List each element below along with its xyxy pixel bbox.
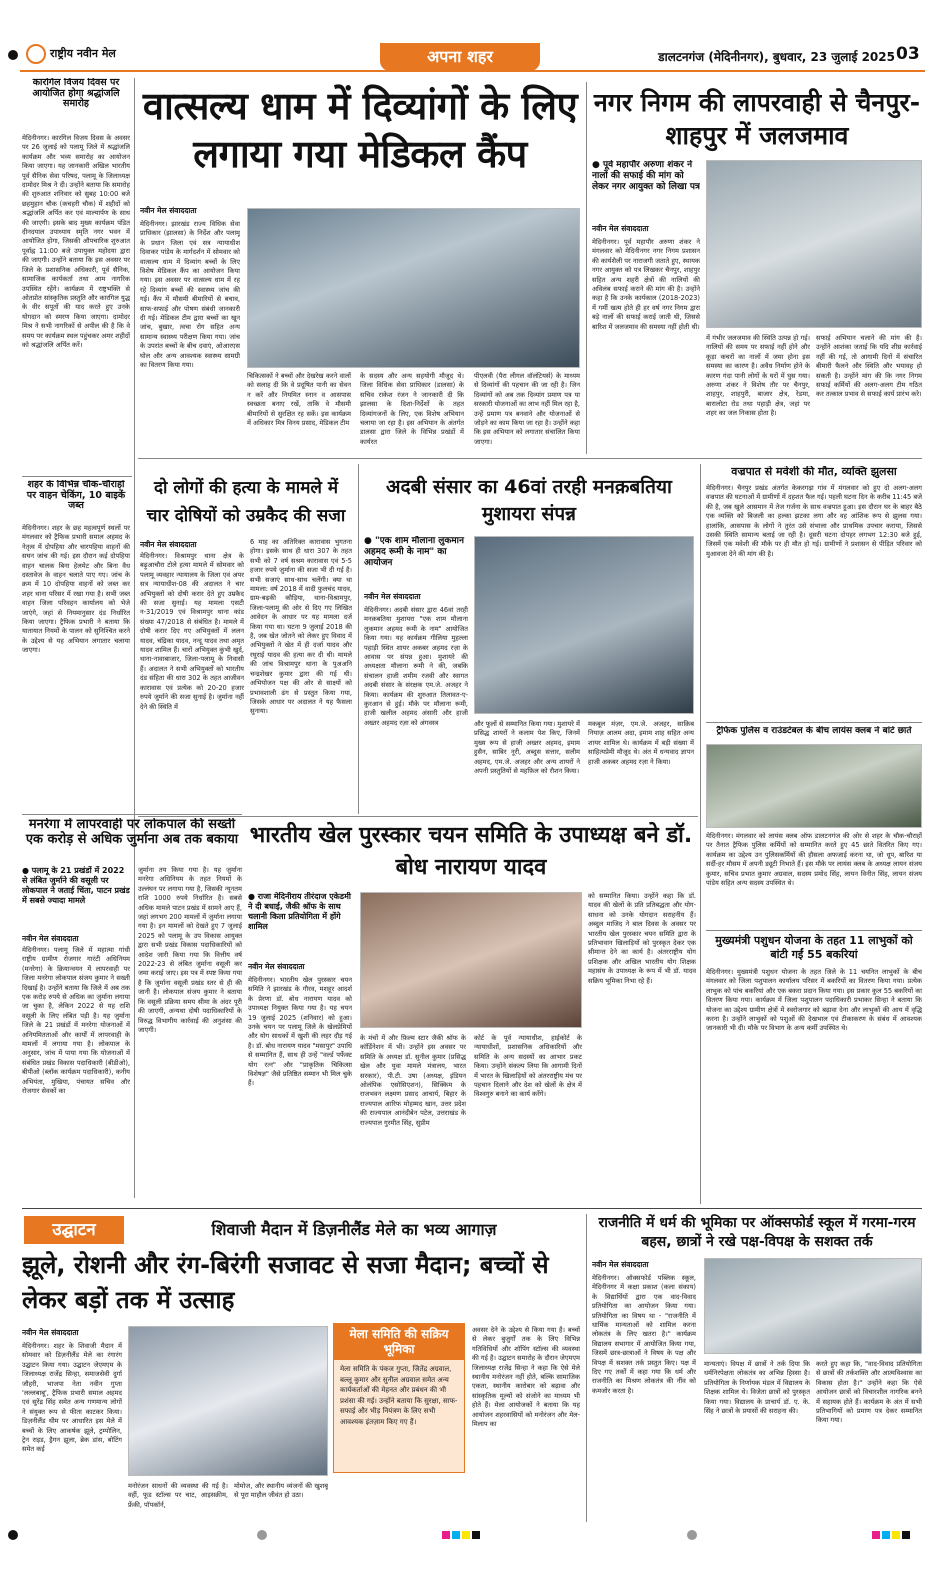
- mela-kicker: शिवाजी मैदान में डिज़नीलैंड मेले का भव्य आगाज़: [211, 1220, 497, 1239]
- oxford-debate-photo: [704, 1258, 922, 1354]
- vatsalya-headline: वात्सल्य धाम में दिव्यांगों के लिए लगाया गया मेडिकल कैंप: [142, 84, 578, 176]
- khel-body-col2: के मंचों में और फ़िल्म स्टार जैकी श्रॉफ के कॉर्डिनेशन में भी। उन्होंने इस अवसर पर समिति के अध्यक्ष डॉ. सुनील कुमार (प्रसिद्ध खेल और युवा मामले मंत्रालय, भारत सरकार), पी.टी. उषा (अध्यक्ष, इंडियन ओलंपिक एसोसिएशन), सिक्किम के राजभवन लक्ष्मण प्रसाद आचार्य, बिहार के राज्यपाल आरिफ मोहम्मद खान, उत्तर प्रदेश की राज्यपाल आनंदीबेन पटेल, उत्तराखंड के राज्यपाल गुरमीत सिंह, सुप्रीम: [360, 1034, 466, 1127]
- inauguration-tag: उद्घाटन: [24, 1216, 124, 1244]
- mnrega-body-col1: मेदिनीनगर। पलामू जिले में महात्मा गांधी राष्ट्रीय ग्रामीण रोजगार गारंटी अधिनियम (मनरेगा) के क्रियान्वयन में लापरवाही पर जिला मनरेगा लोकपाल संजय कुमार ने सख्ती दिखाई है। उन्होंने बताया कि जिले में अब तक एक करोड़ रुपये से अधिक का जुर्माना लगाया जा चुका है, लेकिन 2022 से यह राशि वसूली के लिए लंबित पड़ी है। यह जुर्माना जिले के 21 प्रखंडों में मनरेगा योजनाओं में अनियमितताओं और कार्यों में लापरवाही के मामलों में लगाया गया है। लोकपाल के अनुसार, जांच में पाया गया कि योजनाओं में संबंधित प्रखंड विकास पदाधिकारी (बीडीओ), बीपीओ (ब्लॉक कार्यक्रम पदाधिकारी), कनीय अभियंता, मुखिया, पंचायत सचिव और रोजगार सेवकों का: [22, 946, 130, 1096]
- checking-body: मेदिनीनगर। शहर के छह महत्वपूर्ण स्थलों पर मंगलवार को ट्रैफिक प्रभारी समाल अहमद के नेतृत्व में दोपहिया और चारपहिया वाहनों की सघन जांच की गई। इस दौरान कई दोपहिया वाहन चालक बिना हेलमेट और बिना वैध दस्तावेज के वाहन चलाते पाए गए। जांच के क्रम में 10 दोपहिया वाहनों को जब्त कर शहर थाना परिसर में रखा गया है। सभी जब्त वाहन जिला परिवहन कार्यालय को भेजे जाएंगे, जहां से नियमानुसार दंड निर्धारित किया जाएगा। ट्रैफिक प्रभारी ने बताया कि यातायात नियमों के पालन को सुनिश्चित करने के उद्देश्य से यह अभियान लगातार चलाया जाएगा।: [22, 524, 130, 655]
- vatsalya-body-col4: पीएलवी (पैरा लीगल वॉलंटियर्स) के माध्यम से दिव्यांगों की पहचान की जा रही है। जिन दिव्यांगों को अब तक दिव्यांग प्रमाण पत्र या सरकारी योजनाओं का लाभ नहीं मिल रहा है, उन्हें प्रमाण पत्र बनवाने और योजनाओं से जोड़ने का काम किया जा रहा है। उन्होंने कहा कि इस अभियान को लगातार संचालित किया जाएगा।: [474, 372, 580, 446]
- column-rule: [700, 464, 701, 1204]
- mela-committee-box-body: मेला समिति के पंकज गुप्ता, जितेंद्र अग्रवाल, बल्लू कुमार और सुनील अग्रवाल समेत अन्य कार्यकर्ताओं की मेहनत और प्रबंधन की भी प्रशंसा की गई। उन्होंने बताया कि सुरक्षा, साफ-सफाई और भीड़ नियंत्रण के लिए सभी आवश्यक इंतज़ाम किए गए हैं।: [340, 1365, 458, 1426]
- nagar-headline: नगर निगम की लापरवाही से चैनपुर-शाहपुर में जलजमाव: [593, 88, 921, 150]
- color-swatch-magenta: [442, 1531, 450, 1539]
- khel-body-col1: मेदिनीनगर। भारतीय खेल पुरस्कार चयन समिति ने झारखंड के गौरव, मशहूर आदर्श के प्रेरणा डॉ. बोध नारायण यादव को उपाध्यक्ष नियुक्त किया गया है। यह चयन 19 जुलाई 2025 (शनिवार) को हुआ। उनके चयन पर पलामू जिले के खेलप्रेमियों और योग साधकों में खुशी की लहर दौड़ गई है। डॉ. बोध नारायण यादव "मसापुर" उपाधि से सम्मानित हैं, साथ ही उन्हें "वर्ल्ड पर्फेक्ट योग रत्न" और "प्राकृतिक चिकित्सा विशेषज्ञ" जैसे प्रतिष्ठित सम्मान भी मिल चुके हैं।: [248, 976, 352, 1088]
- mushaira-byline: नवीन मेल संवाददाता: [364, 592, 421, 601]
- column-rule: [586, 82, 587, 454]
- khel-body-col4: को सम्मानित किया। उन्होंने कहा कि डॉ. यादव की खेलों के प्रति प्रतिबद्धता और योग-साधना को उनके योगदान सराहनीय हैं। अब्दुल माजिद ने बाल दिवस के अवसर पर भारतीय खेल पुरस्कार चयन समिति द्वारा के प्रतिभावान खिलाड़ियों को पुरस्कृत देकर एक सीमान्त देने का कार्य है। अंतरराष्ट्रीय योग प्रशिक्षक और अखिल भारतीय योग शिक्षक महासंघ के उपाध्यक्ष के रूप में भी डॉ. यादव सक्रिय भूमिका निभा रहे हैं।: [588, 892, 696, 985]
- nagar-byline: नवीन मेल संवाददाता: [592, 224, 649, 233]
- masthead-rule: [20, 70, 925, 72]
- mela-headline: झूले, रोशनी और रंग-बिरंगी सजावट से सजा मैदान; बच्चों से लेकर बड़ों तक में उत्साह: [22, 1251, 549, 1314]
- mushaira-body-col3: मकबूल मंज़र, एम.जे. अजहर, साक़िब नियाज़ आलम अदा, इमाम शाह सहित अन्य शायर शामिल थे। कार्यक्रम में बड़ी संख्या में साहित्यप्रेमी मौजूद थे। अंत में धन्यवाद ज्ञापन हाजी अकबर अहमद रज़ा ने किया।: [588, 720, 694, 766]
- mnrega-headline: मनरेगा में लापरवाही पर लोकपाल की सख्ती एक करोड़ से अधिक जुर्माना अब तक बकाया: [25, 818, 239, 847]
- section-rule: [22, 476, 132, 477]
- mnrega-body-col2: जुर्माना तय किया गया है। यह जुर्माना मनरेगा अधिनियम के तहत नियमों के उल्लंघन पर लगाया गया है, जिसकी न्यूनतम राशि 1000 रुपये निर्धारित है। सबसे अधिक मामले पाटन प्रखंड में सामने आए हैं, जहां लगभग 200 मामलों में जुर्माना लगाया गया है। इन मामलों को देखते हुए 7 जुलाई 2025 को पलामू के उप विकास आयुक्त द्वारा सभी प्रखंड विकास पदाधिकारियों को आदेश जारी किया गया कि वित्तीय वर्ष 2022-23 से लंबित जुर्माना वसूली कर जमा कराई जाए। इस पत्र में स्पष्ट किया गया है कि जुर्माना वसूली प्रखंड स्तर से ही की जानी है। लोकपाल संजय कुमार ने बताया कि वसूली प्रक्रिया समय सीमा के अंदर पूरी की जाएगी, अन्यथा दोषी पदाधिकारियों के विरुद्ध विभागीय कार्रवाई की अनुशंसा की जाएगी।: [138, 866, 242, 1034]
- oxford-byline: नवीन मेल संवाददाता: [592, 1260, 649, 1269]
- kargil-headline: कारगिल विजय दिवस पर आयोजित होगा श्रद्धांजलि समारोह: [32, 78, 120, 110]
- registration-mark-icon: [8, 50, 18, 60]
- kargil-body: मेदिनीनगर। कारगिल विजय दिवस के अवसर पर 26 जुलाई को पलामू जिले में श्रद्धांजलि कार्यक्रम और भव्य समारोह का आयोजन किया जाएगा। यह जानकारी अखिल भारतीय पूर्व सैनिक सेवा परिषद, पलामू के जिलाध्यक्ष दामोदर मिश्र ने दी। उन्होंने बताया कि समारोह की शुरुआत शनिवार को सुबह 10:00 बजे छहमुहान चौक (कचहरी चौक) में शहीदों को श्रद्धांजलि अर्पित कर एवं माल्यार्पण के साथ की जाएगी। इसके बाद मुख्य कार्यक्रम पंडित दीनदयाल उपाध्याय स्मृति नगर भवन में आयोजित होगा, जिसकी औपचारिक शुरुआत पूर्वाह्न 11:00 बजे उपायुक्त महोदया द्वारा की जाएगी। उन्होंने बताया कि इस अवसर पर जिले के प्रशासनिक अधिकारी, पूर्व सैनिक, सामाजिक कार्यकर्ता तथा आम नागरिक उपस्थित रहेंगे। कार्यक्रम में राष्ट्रभक्ति से ओतप्रोत सांस्कृतिक प्रस्तुति और कारगिल युद्ध के वीर सपूतों की याद करते हुए उनके योगदान को स्मरण किया जाएगा। दामोदर मिश्र ने सभी नागरिकों से अपील की है कि वे समय पर कार्यक्रम स्थल पहुंचकर अमर शहीदों को श्रद्धांजलि अर्पित करें।: [22, 134, 130, 349]
- murder-byline: नवीन मेल संवाददाता: [140, 540, 197, 549]
- pashudhan-headline: मुख्यमंत्री पशुधन योजना के तहत 11 लाभुकों को बांटी गईं 55 बकरियां: [715, 934, 913, 961]
- logo-emblem-icon: [26, 44, 46, 64]
- mushaira-body-col1: मेदिनीनगर। अदबी संसार द्वारा 46वां तरही मनक़बतिया मुशायरा "एक शाम मौलाना लुकमान अहमद रूमी के नाम" आयोजित किया गया। यह कार्यक्रम गीलिया मुहल्ला पहाड़ी स्थित शायर अकबर अहमद रज़ा के आवास पर संपन्न हुआ। मुशायरे की अध्यक्षता मौलाना रूमी ने की, जबकि संचालन हाजी शमीम रजवी और स्वागत अदबी संसार के संरक्षक एम.जे. अजहर ने किया। कार्यक्रम की शुरुआत तिलावत-ए-कुरआन से हुई। मौके पर मौलाना रूमी, हाजी खलील अहमद अंसारी और हाजी अख्तर अहमद रज़ा को अंगवस्त्र: [364, 606, 468, 727]
- color-swatch-yellow: [892, 1531, 900, 1539]
- medical-camp-photo: [247, 208, 580, 368]
- oxford-body-col1: मेदिनीनगर। ऑक्सफोर्ड पब्लिक स्कूल, मेदिनीनगर में कक्षा प्रकाश (कला संकाय) के विद्यार्थियों द्वारा एक वाद-विवाद प्रतियोगिता का आयोजन किया गया। प्रतियोगिता का विषय था - "राजनीति में धार्मिक मान्यताओं को शामिल करना लोकतंत्र के लिए खतरा है।" कार्यक्रम विद्यालय सभागार में आयोजित किया गया, जिसमें छात्र-छात्राओं ने विषय के पक्ष और विपक्ष में सशक्त तर्क प्रस्तुत किए। पक्ष में दिए गए तर्कों में कहा गया कि धर्म और राजनीति का मिश्रण लोकतंत्र की नींव को कमजोर करता है।: [592, 1274, 696, 1395]
- mela-body-col4: अवसर देने के उद्देश्य से किया गया है। बच्चों से लेकर बुजुर्गों तक के लिए विभिन्न गतिविधियों और शॉपिंग स्टॉल्स की व्यवस्था की गई है। उद्घाटन समारोह के दौरान जेएमएम जिलाध्यक्ष राजेंद्र सिन्हा ने कहा कि ऐसे मेले स्थानीय मनोरंजन नहीं होते, बल्कि सामाजिक एकता, स्थानीय कारोबार को बढ़ावा और सांस्कृतिक मूल्यों को संजोने का माध्यम भी होते हैं। मेला आयोजकों ने बताया कि यह आयोजन शहरवासियों को मनोरंजन और मेल-मिलाप का: [472, 1326, 580, 1429]
- logo-text: राष्ट्रीय नवीन मेल: [50, 47, 116, 60]
- mushaira-headline: अदबी संसार का 46वां तरही मनक़बतिया मुशायरा संपन्न: [386, 476, 672, 525]
- mnrega-bullet: ● पलामू के 21 प्रखंडों में 2022 से लंबित जुर्माने की वसूली पर लोकपाल ने जताई चिंता, पाटन प्रखंड में सबसे ज्यादा मामले: [22, 866, 130, 905]
- section-rule: [706, 722, 922, 723]
- page-number: 03: [896, 44, 920, 64]
- nagar-body-col3: में गंभीर जलजमाव की स्थिति उत्पन्न हो गई। नालियों की समय पर सफाई नहीं होने और कूड़ा कचरों का नालों में जमा होना इस समस्या का कारण है। अवैध निर्माण होने के कारण गंदा पानी लोगों के घरों में घुस गया। अरुणा शंकर ने विशेष तौर पर चैनपुर, शाहपुर, शाहपुरी, बाजार क्षेत्र, रेडमा, बारालोटा रोड तथा पहाड़ी क्षेत्र, जहां पर शहर का जल निकास होता है।: [706, 334, 810, 418]
- mela-inauguration-photo: [128, 1326, 328, 1476]
- color-swatch-black: [472, 1531, 480, 1539]
- registration-mark-icon: [257, 1530, 267, 1540]
- checking-headline: शहर के विभिन्न चौक-चौराहों पर वाहन चेकिंग, 10 बाइकें जब्त: [26, 480, 126, 512]
- traffic-umbrella-photo: [706, 744, 922, 828]
- registration-mark-icon: [687, 1530, 697, 1540]
- khel-bullet: ● राजा मेदिनीराय तीरंदाज एकेडमी ने दी बधाई, जैकी श्रॉफ के साथ चलानी किला प्रतियोगिता में होंगे शामिल: [248, 892, 351, 931]
- mela-body-col3: मोमोज, और स्थानीय व्यंजनों की खुशबू से पूरा माहौल जीवंत हो उठा।: [234, 1482, 328, 1500]
- mela-body-col2: मनोरंजन साधनों की व्यवस्था की गई है। वहीं, फूड स्टॉल्स पर चाट, आइसक्रीम, फ्रेंकी, पॉपकॉर्न,: [128, 1482, 228, 1509]
- registration-mark-icon: [8, 1530, 18, 1540]
- color-swatch-cyan: [452, 1531, 460, 1539]
- oxford-headline: राजनीति में धर्म की भूमिका पर ऑक्सफोर्ड स्कूल में गरमा-गरम बहस, छात्रों ने रखे पक्ष-विपक्ष के सशक्त तर्क: [598, 1215, 916, 1250]
- color-swatch-black: [902, 1531, 910, 1539]
- khel-headline: भारतीय खेल पुरस्कार चयन समिति के उपाध्यक्ष बने डॉ. बोध नारायण यादव: [249, 823, 693, 880]
- khel-award-photo: [360, 892, 582, 1028]
- vatsalya-body-col2: चिकित्सकों ने बच्चों और देखरेख करने वालों को सलाह दी कि वे प्रदूषित पानी का सेवन न करें और नियमित स्नान व आसपास स्वच्छता बनाए रखें, ताकि वे मौसमी बीमारियों से सुरक्षित रह सकें। इस कार्यक्रम में अधिकार मित्र विनय प्रसाद, मेडिकल टीम: [247, 372, 351, 428]
- section-rule: [138, 816, 698, 817]
- vatsalya-byline: नवीन मेल संवाददाता: [140, 206, 197, 215]
- mnrega-byline: नवीन मेल संवाददाता: [22, 934, 79, 943]
- nagar-letter-photo: [706, 160, 922, 328]
- mnrega-bullet-text: पलामू के 21 प्रखंडों में 2022 से लंबित जुर्माने की वसूली पर लोकपाल ने जताई चिंता, पाटन प्रखंड में सबसे ज्यादा मामले: [22, 866, 130, 905]
- mushaira-body-col2: और फूलों से सम्मानित किया गया। मुशायरे में प्रसिद्ध शायरों ने कलाम पेश किए, जिनमें मुख्य रूप से हाजी अख्तर अहमद, इमाम हुसैन, साबिर नूरी, अब्दुस सत्तार, सलीम अहमद, एम.जे. अजहर और अन्य शायरों ने अपनी प्रस्तुतियों से महफ़िल को रौशन किया।: [474, 720, 580, 776]
- newspaper-logo: [26, 44, 166, 70]
- dateline: डालटनगंज (मेदिनीनगर), बुधवार, 23 जुलाई 2025: [658, 50, 895, 64]
- mushaira-bullet-text: "एक शाम मौलाना लुकमान अहमद रूमी के नाम" का आयोजन: [364, 536, 465, 568]
- section-rule: [706, 930, 922, 931]
- vajrapat-body: मेदिनीनगर। चैनपुर प्रखंड अंतर्गत केकरगढ़ा गांव में मंगलवार को हुए दो अलग-अलग वज्रपात की घटनाओं में ग्रामीणों में दहशत फैल गई। पहली घटना दिन के करीब 11:45 बजे की है, जब खुले आसमान में तेज गर्जना के साथ वज्रपात हुआ। इस दौरान घर के बाहर बैठे एक व्यक्ति को बिजली का हल्का झटका लगा और वह आंशिक रूप से झुलस गया। हालांकि, आसपास के लोगों ने तुरंत उसे संभाला और प्राथमिक उपचार कराया, जिससे उसकी स्थिति सामान्य बताई जा रही है। दूसरी घटना दोपहर लगभग 12:30 बजे हुई, जिसमें एक मवेशी की मौके पर ही मौत हो गई। ग्रामीणों ने प्रशासन से पीड़ित परिवार को मुआवजा देने की मांग की है।: [706, 484, 922, 558]
- nagar-body-col1: मेदिनीनगर। पूर्व महापौर अरुणा शंकर ने मंगलवार को मेदिनीनगर नगर निगम प्रशासन की कार्यशैली पर नाराजगी जताते हुए, स्थायक नगर आयुक्त को पत्र लिखकर चैनपुर, शाहपुर सहित अन्य शहरी क्षेत्रों की नालियों की अविलंब सफाई कराने की मांग की है। उन्होंने कहा है कि उनके कार्यकाल (2018-2023) में गर्मी खत्म होते ही हर वर्ष नगर निगम द्वारा बड़े नालों की सफाई कराई जाती थी, जिससे बारिश में जलजमाव की समस्या नहीं होती थी।: [592, 238, 700, 331]
- pashudhan-body: मेदिनीनगर। मुख्यमंत्री पशुधन योजना के तहत जिले के 11 चयनित लाभुकों के बीच मंगलवार को जिला पशुपालन कार्यालय परिसर में बकरियों का वितरण किया गया। प्रत्येक लाभुक को पांच बकरियां और एक बकरा प्रदान किया गया। इस प्रकार कुल 55 बकरियों का वितरण किया गया। कार्यक्रम में जिला पशुपालन पदाधिकारी प्रभाकर सिन्हा ने बताया कि योजना का उद्देश्य ग्रामीण क्षेत्रों में स्वरोजगार को बढ़ावा देना और लाभुकों की आय में वृद्धि करना है। उन्होंने लाभुकों को पशुओं की देखभाल एवं टीकाकरण के संबंध में आवश्यक जानकारी भी दी। मौके पर विभाग के अन्य कर्मी उपस्थित थे।: [706, 968, 922, 1033]
- vatsalya-body-col1: मेदिनीनगर। झारखंड राज्य विधिक सेवा प्राधिकार (झालसा) के निर्देश और पलामू के प्रधान जिला एवं सत्र न्यायाधीश दिवाकर पांडेय के मार्गदर्शन में सोमवार को वात्सल्य धाम में दिव्यांग बच्चों के लिए विशेष मेडिकल कैंप का आयोजन किया गया। इस अवसर पर वात्सल्य धाम में रह रहे दिव्यांग बच्चों की स्वास्थ्य जांच की गई। कैंप में मौसमी बीमारियों से बचाव, साफ-सफाई और पोषण संबंधी जानकारी दी गई। मेडिकल टीम द्वारा बच्चों का खून जांच, बुखार, त्वचा रोग सहित अन्य सामान्य स्वास्थ्य परीक्षण किया गया। जांच के उपरांत बच्चों के बीच दवाएं, ओआरएस घोल और अन्य आवश्यक स्वास्थ्य सामग्री का वितरण किया गया।: [140, 220, 240, 370]
- vatsalya-body-col3: के सदस्य और अन्य सहयोगी मौजूद थे। जिला विधिक सेवा प्राधिकार (डालसा) के सचिव राकेश रंजन ने जानकारी दी कि झालसा के दिशा-निर्देशों के तहत दिव्यांगजनों के लिए, एक विशेष अभियान चलाया जा रहा है। इस अभियान के अंतर्गत डालसा द्वारा जिले के विभिन्न प्रखंडों में कार्यरत: [360, 372, 464, 446]
- khel-byline: नवीन मेल संवाददाता: [248, 962, 305, 971]
- column-rule: [586, 1214, 587, 1522]
- traffic-body: मेदिनीनगर। मंगलवार को लायंस क्लब ऑफ डालटनगंज की ओर से शहर के चौक-चौराहों पर तैनात ट्रैफिक पुलिस कर्मियों को सम्मानित करते हुए 45 छाते वितरित किए गए। कार्यक्रम का उद्देश्य उन पुलिसकर्मियों की हौसला अफजाई करना था, जो धूप, बारिश या सर्दी-हर मौसम में अपनी ड्यूटी निभाते हैं। इस मौके पर लायंस क्लब के अध्यक्ष लायन संजय कुमार, सचिव प्रभात कुमार अग्रवाल, सदस्य प्रमोद सिंह, लायन विनीत सिंह, लायन संजय पांडेय सहित अन्य सदस्य उपस्थित थे।: [706, 832, 922, 888]
- color-swatch-cyan: [882, 1531, 890, 1539]
- nagar-bullet: ● पूर्व महापौर अरुणा शंकर ने नालों की सफाई की मांग को लेकर नगर आयुक्त को लिखा पत्र: [592, 160, 700, 192]
- khel-bullet-text: राजा मेदिनीराय तीरंदाज एकेडमी ने दी बधाई, जैकी श्रॉफ के साथ चलानी किला प्रतियोगिता में होंगे शामिल: [248, 892, 351, 931]
- mela-byline: नवीन मेल संवाददाता: [22, 1328, 79, 1337]
- mushaira-bullet: ● "एक शाम मौलाना लुकमान अहमद रूमी के नाम" का आयोजन: [364, 536, 465, 568]
- khel-body-col3: कोर्ट के पूर्व न्यायाधीश, हाईकोर्ट के न्यायाधीशों, प्रशासनिक अधिकारियों और समिति के अन्य सदस्यों का आभार प्रकट किया। उन्होंने संकल्प लिया कि आगामी दिनों में भारत के खिलाड़ियों को अंतरराष्ट्रीय मंच पर पहचान दिलाने और देश को खेलों के क्षेत्र में विश्वगुरु बनाने का कार्य करेंगे।: [474, 1034, 582, 1099]
- oxford-body-col3: मान्यताएं। विपक्ष में छात्रों ने तर्क दिया कि धर्मनिरपेक्षता लोकतंत्र का अभिन्न हिस्सा है। प्रतियोगिता के निर्णायक मंडल में विद्यालय के शिक्षक शामिल थे। विजेता छात्रों को पुरस्कृत किया गया। विद्यालय के प्राचार्य डॉ. ए. के. सिंह ने छात्रों के प्रयासों की सराहना की।: [704, 1360, 810, 1416]
- nagar-body-col4: सफाई अभियान चलाने की मांग की है। उन्होंने आशंका जताई कि यदि शीघ्र कार्रवाई नहीं की गई, तो आगामी दिनों में संचारित बीमारी फैलने और स्थिति और भयावह हो सकती है। उन्होंने मांग की कि नगर निगम सफाई कर्मियों की अलग-अलग टीम गठित कर तत्काल प्रभाव से सफाई कार्य प्रारंभ करे।: [816, 334, 922, 399]
- nagar-bullet-text: पूर्व महापौर अरुणा शंकर ने नालों की सफाई की मांग को लेकर नगर आयुक्त को लिखा पत्र: [592, 160, 700, 192]
- murder-headline: दो लोगों की हत्या के मामले में चार दोषियों को उम्रकैद की सजा: [146, 478, 346, 526]
- vajrapat-headline: वज्रपात से मवेशी की मौत, व्यक्ति झुलसा: [731, 466, 897, 478]
- traffic-headline: ट्रैफिक पुलिस व राउंडटेबल के बीच लायंस क्लब ने बांटे छाते: [716, 726, 912, 736]
- murder-body-col2: 6 माह का अतिरिक्त कारावास भुगतना होगा। इसके साथ ही धारा 307 के तहत सभी को 7 वर्ष सश्रम कारावास एवं 5-5 हजार रुपये जुर्माना की सजा भी दी गई है। सभी सजाएं साथ-साथ चलेंगी। क्या था मामला: वर्ष 2018 में वादी फुलचंद यादव, ग्राम-बढ़की कौड़िया, थाना-विश्रामपुर, जिला-पलामू की ओर से दिए गए लिखित आवेदन के आधार पर यह मामला दर्ज किया गया था। घटना 9 जुलाई 2018 की है, जब खेत जोतने को लेकर हुए विवाद में अभियुक्तों ने खेत में ही दर्जा यादव और रघुराई यादव की हत्या कर दी थी। मामले की जांच विश्रामपुर थाना के पुअअनि चन्द्रशेखर कुमार द्वारा की गई थी। अभियोजन पक्ष की ओर से साक्ष्यों को प्रभावशाली ढंग से प्रस्तुत किया गया, जिसके आधार पर अदालत ने यह फैसला सुनाया।: [250, 538, 352, 716]
- color-swatch-yellow: [462, 1531, 470, 1539]
- mela-body-col1: मेदिनीनगर। शहर के शिवाजी मैदान में सोमवार को डिज़नीलैंड मेले का रंगारंग उद्घाटन किया गया। उद्घाटन जेएमएम के जिलाध्यक्ष राजेंद्र सिन्हा, समाजसेवी दुर्गा जौहरी, भाजपा नेता नवीन गुप्ता 'लल्लबाबू', ट्रैफिक प्रभारी समाल अहमद एवं सुरेंद्र सिंह समेत अन्य गणमान्य लोगों ने संयुक्त रूप से फीता काटकर किया। डिज़नीलैंड थीम पर आधारित इस मेले में बच्चों के लिए आकर्षक झूले, ट्रम्पोलिन, ट्रेन राइड, ड्रैगन झूला, ब्रेक डांस, बोटिंग समेत कई: [22, 1342, 122, 1454]
- column-rule: [358, 464, 359, 814]
- mela-committee-box: [333, 1323, 465, 1473]
- oxford-body-col4: करते हुए कहा कि, "वाद-विवाद प्रतियोगिता से छात्रों की तर्कशक्ति और आत्मविश्वास का विकास होता है।" उन्होंने कहा कि ऐसे आयोजन छात्रों को विचारशील नागरिक बनने में सहायक होते हैं। कार्यक्रम के अंत में सभी प्रतिभागियों को प्रमाण पत्र देकर सम्मानित किया गया।: [816, 1360, 922, 1425]
- section-rule: [22, 814, 242, 815]
- column-rule: [134, 78, 135, 1198]
- mela-committee-box-title: मेला समिति की सक्रिय भूमिका: [334, 1324, 464, 1360]
- murder-body-col1: मेदिनीनगर। विश्रामपुर थाना क्षेत्र के बढ़ुआचौरा टोले हत्या मामले में सोमवार को पलामू व्यवहार न्यायालय के जिला एवं अपर सत्र न्यायाधीश-08 की अदालत ने चार अभियुक्तों को दोषी करार देते हुए उम्रकैद की सजा सुनाई। यह मामला एसटी न-31/2019 एवं विश्रामपुर थाना कांड संख्या 47/2018 से संबंधित है। मामले में दोषी करार दिए गए अभियुक्तों में ललन यादव, चंद्रिका यादव, नन्दू यादव तथा अमृत यादव शामिल हैं। चारों अभियुक्त कुंभी खुर्द, थाना-नावाबाजार, जिला-पलामू के निवासी हैं। अदालत ने सभी अभियुक्तों को भारतीय दंड संहिता की धारा 302 के तहत आजीवन कारावास एवं प्रत्येक को 20-20 हजार रुपये जुर्माने की सजा सुनाई है। जुर्माना नहीं देने की स्थिति में: [140, 552, 244, 711]
- section-rule: [22, 1208, 922, 1209]
- mushaira-photo: [474, 536, 694, 714]
- section-rule: [138, 458, 922, 459]
- color-swatch-magenta: [872, 1531, 880, 1539]
- section-banner: अपना शहर: [380, 43, 540, 71]
